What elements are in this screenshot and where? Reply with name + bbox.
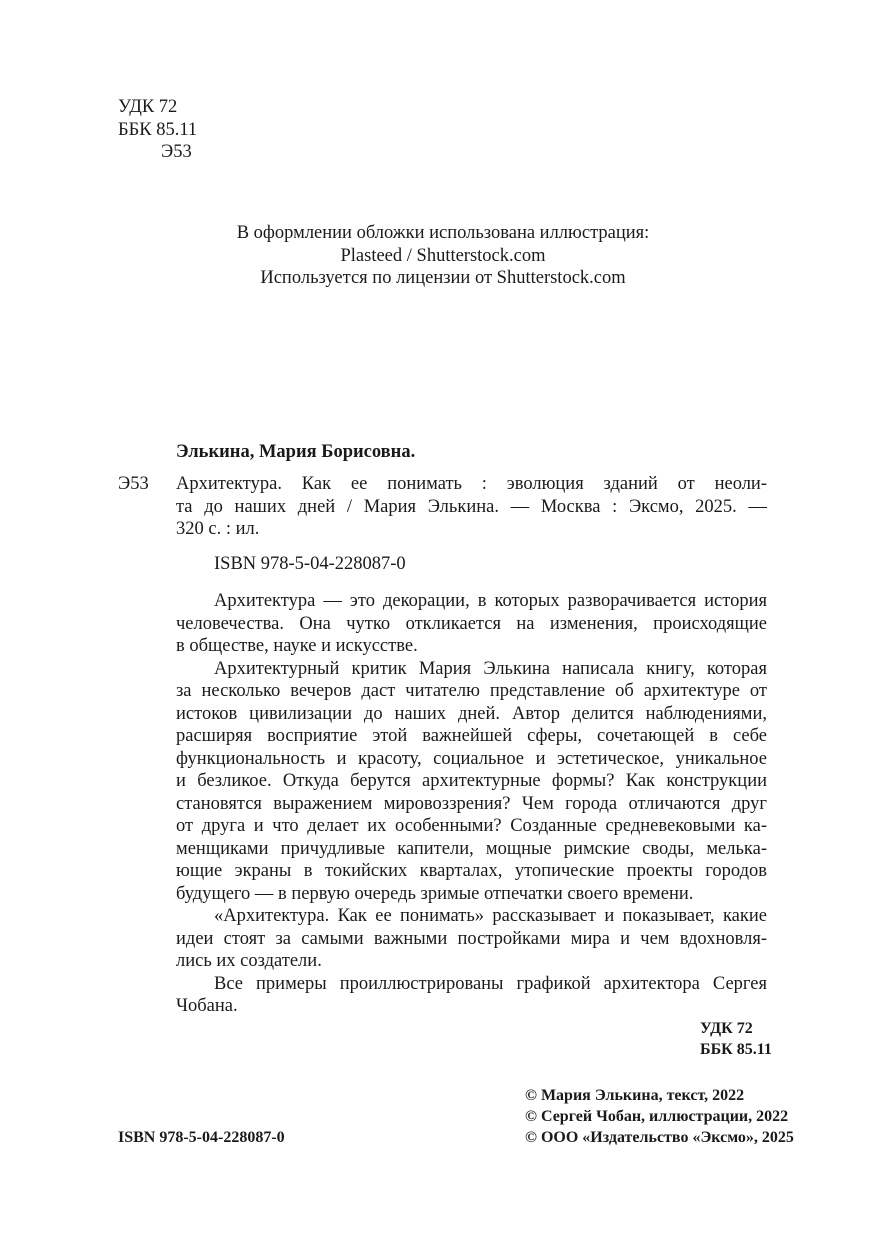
annotation-line: истоков цивилизации до наших дней. Автор делится наблюдениями, <box>176 703 767 724</box>
annotation-paragraph <box>176 590 767 658</box>
cover-credit-line: В оформлении обложки использована иллюстрация: <box>236 223 650 243</box>
annotation-line: становятся выражением мировоззрения? Чем города отличаются друг <box>176 793 767 814</box>
footer-isbn: ISBN 978-5-04-228087-0 <box>118 1129 285 1146</box>
annotation-line: менщиками причудливые капители, мощные римские своды, мелька- <box>176 838 767 859</box>
annotation-line: Архитектурный критик Мария Элькина написала книгу, которая <box>214 658 767 679</box>
classification-block <box>118 96 197 164</box>
annotation-paragraph <box>176 905 767 973</box>
cover-credit <box>0 222 886 290</box>
annotation-line: функциональность и красоту, социальное и эстетическое, уникальное <box>176 748 767 769</box>
author-heading: Элькина, Мария Борисовна. <box>176 442 416 462</box>
copyright-line: © Сергей Чобан, иллюстрации, 2022 <box>525 1108 789 1125</box>
annotation-line: за несколько вечеров даст читателю представление об архитектуре от <box>176 681 767 701</box>
annotation-line: Все примеры проиллюстрированы графикой архитектора Сергея <box>214 973 767 994</box>
annotation-line: и безликое. Откуда берутся архитектурные формы? Как конструкции <box>176 771 767 791</box>
annotation-line: идеи стоят за самыми важными постройками мира и чем вдохновля- <box>176 928 767 949</box>
annotation-line: лись их создатели. <box>176 951 322 971</box>
entry-title-line: та до наших дней / Мария Элькина. — Москва : Эксмо, 2025. — <box>176 496 767 517</box>
annotation-paragraph <box>176 973 767 1018</box>
author-sign: Э53 <box>161 142 192 162</box>
cover-credit-line: Plasteed / Shutterstock.com <box>340 245 546 266</box>
bbk-code: ББК 85.11 <box>118 119 198 140</box>
annotation-line: «Архитектура. Как ее понимать» рассказывает и показывает, какие <box>214 906 767 926</box>
entry-title-line: Архитектура. Как ее понимать : эволюция зданий от неоли- <box>176 474 767 494</box>
annotation-line: человечества. Она чутко откликается на изменения, происходящие <box>176 613 767 634</box>
annotation-line: от друга и что делает их особенными? Созданные средневековыми ка- <box>176 816 767 836</box>
copyrights <box>525 1085 794 1148</box>
annotation-line: в обществе, науке и искусстве. <box>176 636 418 656</box>
copyright-line: © Мария Элькина, текст, 2022 <box>525 1087 745 1104</box>
entry-title <box>176 473 767 541</box>
annotation-line: Архитектура — это декорации, в которых разворачивается история <box>214 591 767 611</box>
entry-sign: Э53 <box>118 474 149 494</box>
annotation-line: Чобана. <box>176 996 238 1016</box>
annotation-line: будущего — в первую очередь зримые отпечатки своего времени. <box>176 883 694 904</box>
udk-code: УДК 72 <box>118 97 178 117</box>
annotation-paragraph <box>176 658 767 906</box>
annotation <box>176 590 767 1018</box>
footer-udk: УДК 72 <box>700 1020 753 1037</box>
annotation-line: ющие экраны в токийских кварталах, утопические проекты городов <box>176 861 767 881</box>
copyright-line: © ООО «Издательство «Эксмо», 2025 <box>525 1129 794 1146</box>
annotation-line: расширяя восприятие этой важнейшей сферы, сочетающей в себе <box>176 726 767 746</box>
footer-bbk: ББК 85.11 <box>700 1041 772 1058</box>
entry-isbn: ISBN 978-5-04-228087-0 <box>214 554 406 574</box>
footer-classification <box>700 1018 772 1060</box>
entry-title-line: 320 с. : ил. <box>176 519 260 539</box>
cover-credit-line: Используется по лицензии от Shutterstock.com <box>260 268 626 288</box>
